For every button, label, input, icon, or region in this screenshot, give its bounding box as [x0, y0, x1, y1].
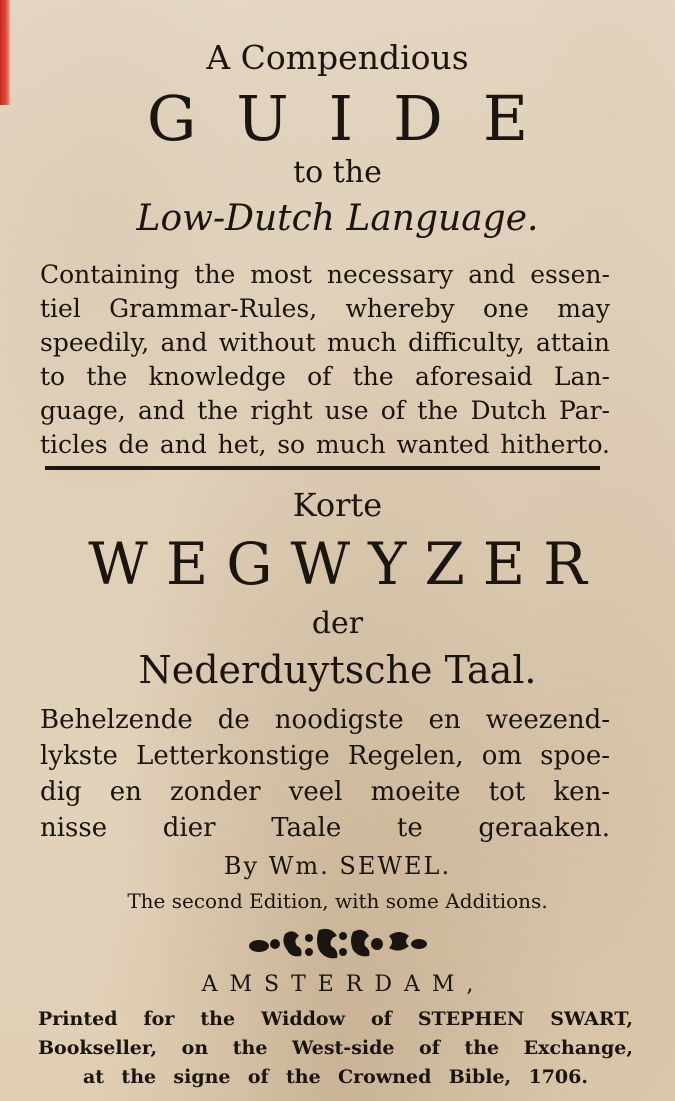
- dutch-description-line: dig en zonder veel moeite tot ken-: [40, 777, 610, 807]
- author-line: By Wm. SEWEL.: [223, 852, 452, 880]
- imprint-line: Printed for the Widdow of STEPHEN SWART,: [38, 1008, 633, 1030]
- english-description-line: to the knowledge of the aforesaid Lan-: [40, 362, 610, 391]
- imprint-block: [38, 1005, 633, 1092]
- english-description-line: tiel Grammar-Rules, whereby one may: [40, 294, 610, 323]
- english-title-main: GUIDE: [146, 82, 569, 155]
- imprint-city: AMSTERDAM,: [201, 972, 486, 997]
- dutch-description-line: Behelzende de noodigste en weezend-: [40, 705, 610, 735]
- dutch-title-der: der: [311, 606, 364, 641]
- english-title-language: Low-Dutch Language.: [136, 198, 539, 239]
- dutch-description-line: nisse dier Taale te geraaken.: [40, 813, 610, 843]
- english-description-line: guage, and the right use of the Dutch Par-: [40, 396, 610, 425]
- english-description-line: ticles de and het, so much wanted hitherto.: [40, 430, 610, 459]
- divider-rule: [45, 466, 600, 470]
- english-title-prefix: A Compendious: [206, 38, 469, 77]
- imprint-line: Bookseller, on the West-side of the Exchange,: [38, 1037, 633, 1059]
- dutch-title-language: Nederduytsche Taal.: [138, 648, 537, 692]
- dutch-title-main: WEGWYZER: [88, 530, 605, 598]
- imprint-line: at the signe of the Crowned Bible, 1706.: [83, 1066, 588, 1088]
- dutch-description-line: lykste Letterkonstige Regelen, om spoe-: [40, 741, 610, 771]
- english-title-to: to the: [293, 155, 382, 190]
- dutch-description: [40, 702, 610, 846]
- english-description-line: Containing the most necessary and essen-: [40, 260, 610, 289]
- edition-line: The second Edition, with some Additions.: [127, 889, 548, 913]
- english-description-line: speedily, and without much difficulty, attain: [40, 328, 610, 357]
- floral-ornament-icon: [245, 922, 430, 966]
- dutch-title-prefix: Korte: [292, 486, 383, 524]
- english-description: [40, 258, 610, 462]
